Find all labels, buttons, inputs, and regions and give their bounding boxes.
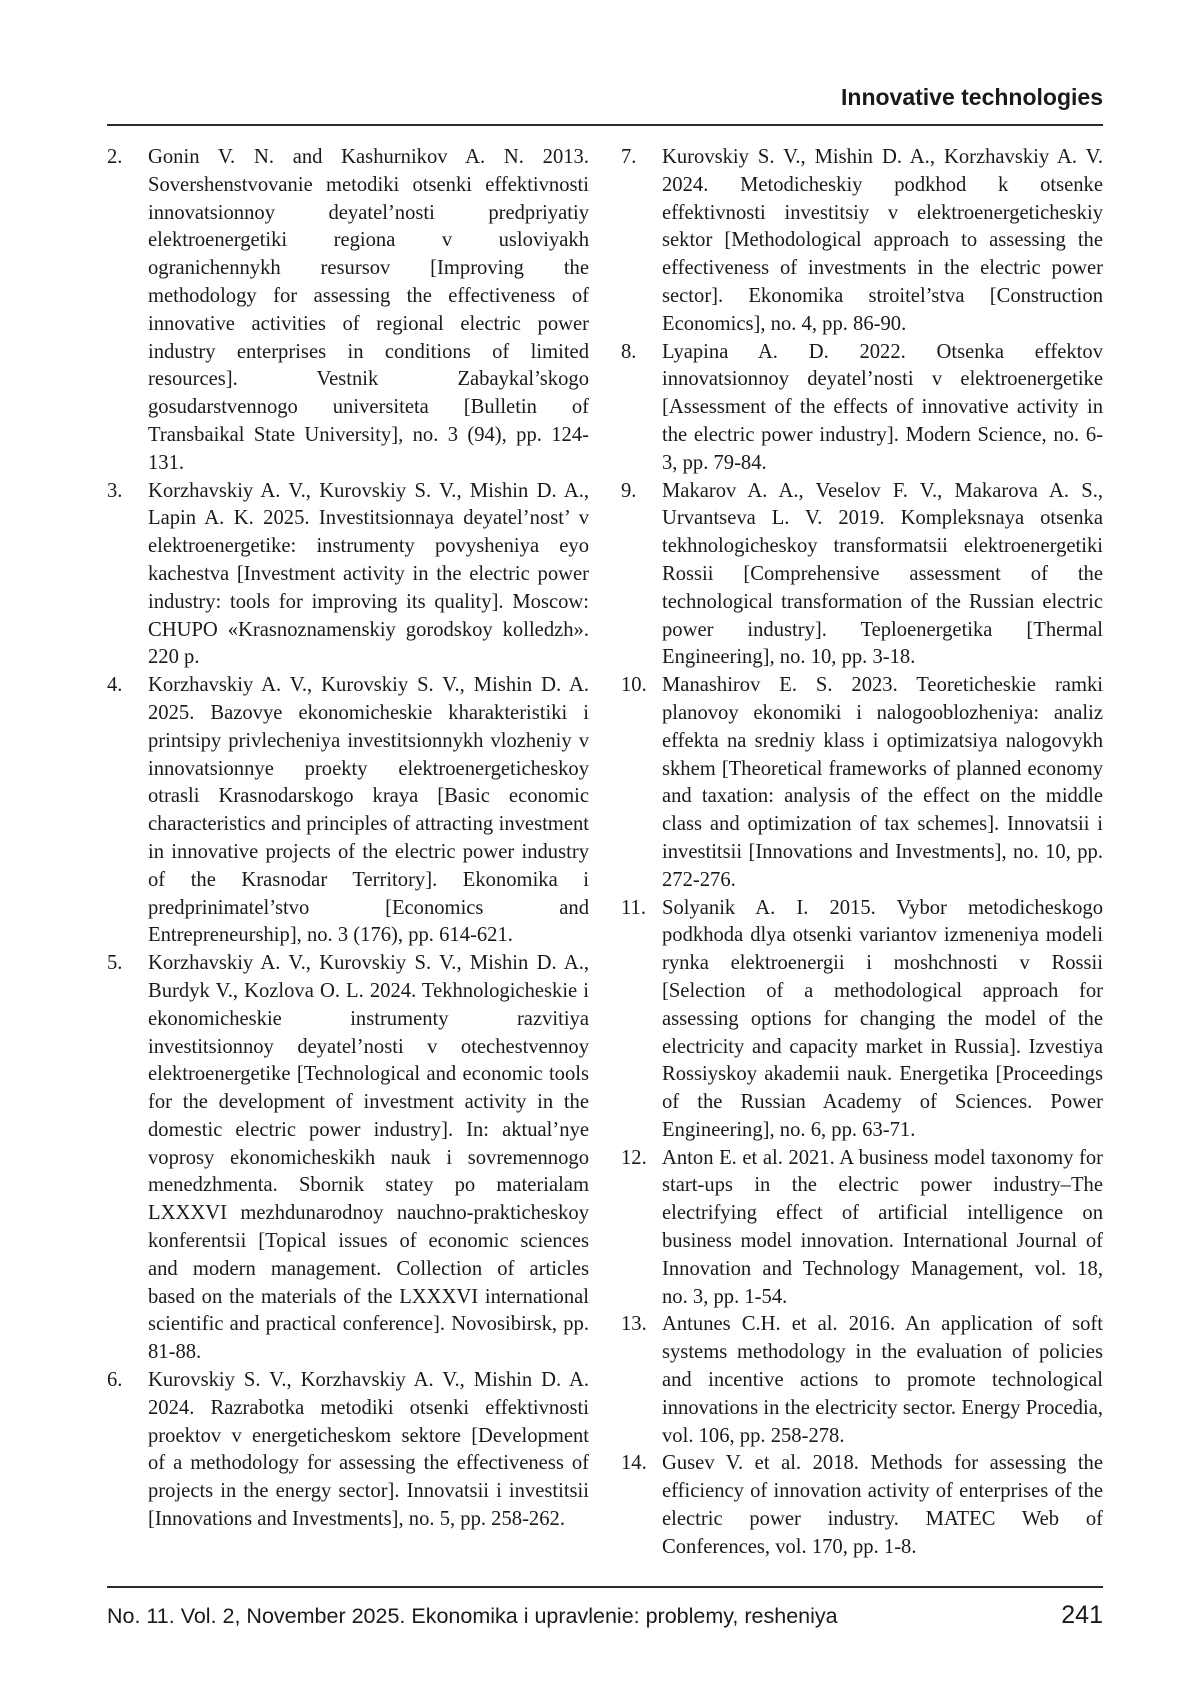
reference-text: Lyapina A. D. 2022. Otsenka effektov innovatsionnoy deyatel’nosti v elektroenergetike [Assessment of the effects of innovative activity in the electric power industry]. Modern Science, no. 6-3, pp. 79-84.	[662, 340, 1103, 474]
reference-text: Kurovskiy S. V., Mishin D. A., Korzhavskiy A. V. 2024. Metodicheskiy podkhod k otsenke effektivnosti investitsiy v elektroenergeticheskiy sektor [Methodological approach to assessing the effectiveness of investments in the electric power sector]. Ekonomika stroitel’stva [Construction Economics], no. 4, pp. 86-90.	[662, 146, 1103, 335]
reference-item	[621, 895, 1103, 1145]
reference-number: 13.	[621, 1313, 647, 1336]
page-number: 241	[1061, 1601, 1103, 1629]
page-header	[107, 82, 1103, 126]
reference-item	[621, 478, 1103, 673]
reference-number: 8.	[621, 340, 637, 363]
reference-text: Korzhavskiy A. V., Kurovskiy S. V., Mishin D. A. 2025. Bazovye ekonomicheskie kharakteristiki i printsipy privlecheniya investitsionnykh vlozheniy v innovatsionnye proekty elektroenergeticheskoy otrasli Krasnodarskogo kraya [Basic economic characteristics and principles of attracting investment in innovative projects of the electric power industry of the Krasnodar Territory]. Ekonomika i predprinimatel’stvo [Economics and Entrepreneurship], no. 3 (176), pp. 614-621.	[148, 674, 589, 947]
reference-item	[621, 1311, 1103, 1450]
reference-number: 3.	[107, 479, 123, 502]
reference-text: Antunes C.H. et al. 2016. An application of soft systems methodology in the evaluation of policies and incentive actions to promote technological innovations in the electricity sector. Energy Procedia, vol. 106, pp. 258-278.	[662, 1313, 1103, 1447]
reference-number: 12.	[621, 1146, 647, 1169]
reference-number: 6.	[107, 1369, 123, 1392]
reference-text: Gonin V. N. and Kashurnikov A. N. 2013. Sovershenstvovanie metodiki otsenki effektivnosti innovatsionnoy deyatel’nosti predpriyatiy elektroenergetiki regiona v usloviyakh ogranichennykh resursov [Improving the methodology for assessing the effectiveness of innovative activities of regional electric power industry enterprises in conditions of limited resources]. Vestnik Zabaykal’skogo gosudarstvennogo universiteta [Bulletin of Transbaikal State University], no. 3 (94), pp. 124-131.	[148, 146, 589, 474]
reference-item	[621, 1145, 1103, 1312]
reference-item	[107, 1367, 589, 1534]
reference-item	[107, 144, 589, 478]
references-left-column	[107, 144, 589, 1534]
page-footer	[107, 1586, 1103, 1648]
reference-item	[107, 672, 589, 950]
reference-number: 2.	[107, 146, 123, 168]
reference-number: 9.	[621, 479, 637, 502]
reference-number: 14.	[621, 1452, 647, 1475]
reference-item	[107, 950, 589, 1367]
reference-text: Korzhavskiy A. V., Kurovskiy S. V., Mishin D. A., Burdyk V., Kozlova O. L. 2024. Tekhnologicheskie i ekonomicheskie instrumenty razvitiya investitsionnoy deyatel’nosti v otechestvennoy elektroenergetike [Technological and economic tools for the development of investment activity in the domestic electric power industry]. In: aktual’nye voprosy ekonomicheskikh nauk i sovremennogo menedzhmenta. Sbornik statey po materialam LXXXVI mezhdunarodnoy nauchno-prakticheskoy konferentsii [Topical issues of economic sciences and modern management. Collection of articles based on the materials of the LXXXVI international scientific and practical conference]. Novosibirsk, pp. 81-88.	[148, 952, 589, 1364]
reference-item	[621, 144, 1103, 339]
reference-number: 5.	[107, 952, 123, 975]
reference-text: Anton E. et al. 2021. A business model taxonomy for start-ups in the electric power industry–The electrifying effect of artificial intelligence on business model innovation. International Journal of Innovation and Technology Management, vol. 18, no. 3, pp. 1-54.	[662, 1146, 1103, 1308]
journal-info: No. 11. Vol. 2, November 2025. Ekonomika i upravlenie: problemy, resheniya	[107, 1604, 838, 1628]
reference-text: Makarov A. A., Veselov F. V., Makarova A. S., Urvantseva L. V. 2019. Kompleksnaya otsenka tekhnologicheskoy transformatsii elektroenergetiki Rossii [Comprehensive assessment of the technological transformation of the Russian electric power industry]. Teploenergetika [Thermal Engineering], no. 10, pp. 3-18.	[662, 479, 1103, 669]
reference-item	[621, 672, 1103, 894]
reference-text: Manashirov E. S. 2023. Teoreticheskie ramki planovoy ekonomiki i nalogooblozheniya: analiz effekta na sredniy klass i optimizatsiya nalogovykh skhem [Theoretical frameworks of planned economy and taxation: analysis of the effect on the middle class and optimization of tax schemes]. Innovatsii i investitsii [Innovations and Investments], no. 10, pp. 272-276.	[662, 674, 1103, 891]
reference-text: Kurovskiy S. V., Korzhavskiy A. V., Mishin D. A. 2024. Razrabotka metodiki otsenki effektivnosti proektov v energeticheskom sektore [Development of a methodology for assessing the effectiveness of projects in the energy sector]. Innovatsii i investitsii [Innovations and Investments], no. 5, pp. 258-262.	[148, 1369, 589, 1531]
reference-text: Korzhavskiy A. V., Kurovskiy S. V., Mishin D. A., Lapin A. K. 2025. Investitsionnaya deyatel’nost’ v elektroenergetike: instrumenty povysheniya eyo kachestva [Investment activity in the electric power industry: tools for improving its quality]. Moscow: CHUPO «Krasnoznamenskiy gorodskoy kolledzh». 220 p.	[148, 479, 589, 669]
reference-item	[621, 339, 1103, 478]
section-title: Innovative technologies	[841, 84, 1103, 110]
reference-number: 11.	[621, 896, 646, 919]
reference-number: 4.	[107, 674, 123, 697]
reference-number: 10.	[621, 674, 647, 697]
reference-number: 7.	[621, 146, 637, 168]
references-right-column	[621, 144, 1103, 1562]
reference-text: Gusev V. et al. 2018. Methods for assessing the efficiency of innovation activity of enterprises of the electric power industry. MATEC Web of Conferences, vol. 170, pp. 1-8.	[662, 1452, 1103, 1558]
reference-item	[621, 1450, 1103, 1561]
reference-item	[107, 478, 589, 673]
reference-text: Solyanik A. I. 2015. Vybor metodicheskogo podkhoda dlya otsenki variantov izmeneniya modeli rynka elektroenergii i moshchnosti v Rossii [Selection of a methodological approach for assessing options for changing the model of the electricity and capacity market in Russia]. Izvestiya Rossiyskoy akademii nauk. Energetika [Proceedings of the Russian Academy of Sciences. Power Engineering], no. 6, pp. 63-71.	[662, 896, 1103, 1141]
